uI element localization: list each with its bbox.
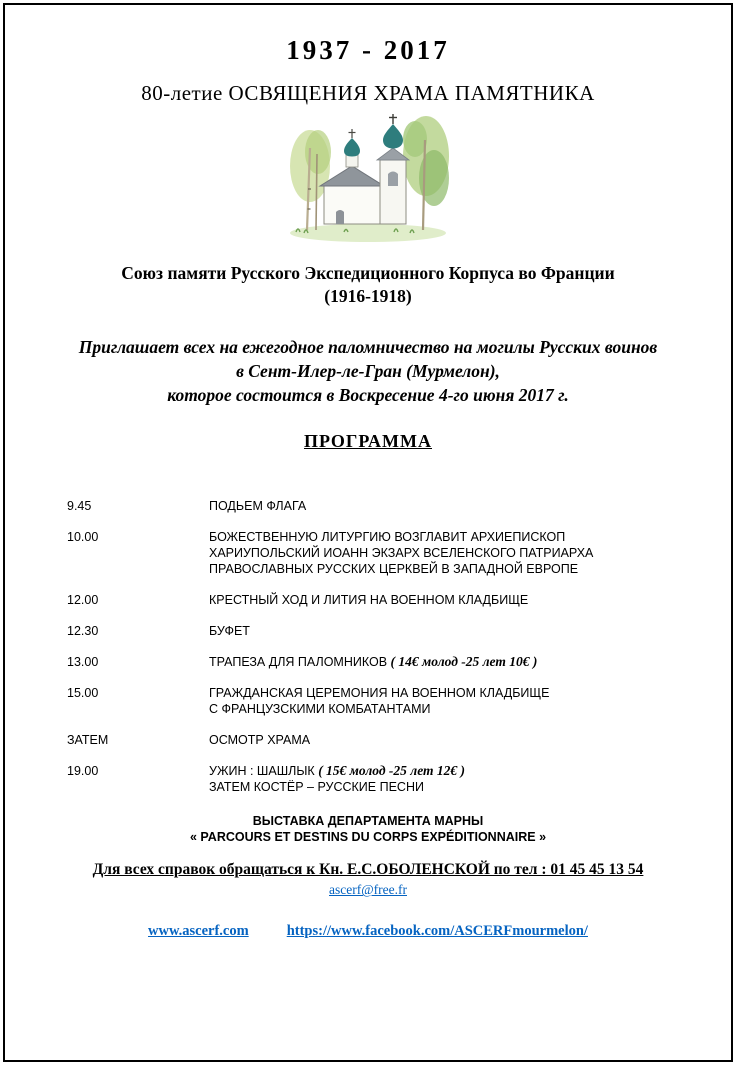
email-row [43,881,693,899]
exhibition-line: « PARCOURS ET DESTINS DU CORPS EXPÉDITIONNAIRE » [189,830,547,845]
facebook-link[interactable]: https://www.facebook.com/ASCERFmourmelon/ [286,923,588,940]
schedule-line: ХАРИУПОЛЬСКИЙ ИОАНН ЭКЗАРХ ВСЕЛЕНСКОГО ПАТРИАРХА [209,545,594,560]
schedule-time: 10.00 [67,529,99,544]
contact-info [43,861,693,879]
schedule-row [67,763,693,795]
church-watercolor-icon [284,112,452,246]
contact-text: Для всех справок обращаться к Кн. Е.С.ОБОЛЕНСКОЙ по тел : 01 45 45 13 54 [92,861,644,879]
schedule-line: ОСМОТР ХРАМА [209,732,311,747]
invitation-line: в Сент-Илер-ле-Гран (Мурмелон), [236,360,500,381]
schedule-price: ( 15€ молод -25 лет 12€ ) [318,762,466,778]
schedule-row [67,654,693,670]
schedule-desc [209,529,693,577]
schedule-text: УЖИН : ШАШЛЫК [209,763,319,778]
schedule-text: ТРАПЕЗА ДЛЯ ПАЛОМНИКОВ [209,654,391,669]
church-illustration [43,112,693,246]
schedule-line [209,763,693,779]
schedule-desc [209,592,693,608]
website-link[interactable]: www.ascerf.com [148,923,249,940]
schedule-time: 12.30 [67,623,99,638]
links-row [43,923,693,940]
schedule-line: ПОДЬЕМ ФЛАГА [209,498,307,513]
invitation-line: которое состоится в Воскресение 4-го июня 2017 г. [167,384,569,405]
schedule-line: ГРАЖДАНСКАЯ ЦЕРЕМОНИЯ НА ВОЕННОМ КЛАДБИЩЕ [209,685,550,700]
invitation-block [43,335,693,407]
schedule-row [67,498,693,514]
exhibition-block [43,813,693,846]
program-title: ПРОГРАММА [303,430,432,451]
schedule-desc [209,654,693,670]
schedule-desc [209,498,693,514]
organization-name: Союз памяти Русского Экспедиционного Корпуса во Франции [121,263,615,283]
schedule-line: ЗАТЕМ КОСТЁР – РУССКИЕ ПЕСНИ [209,779,424,794]
organization-years: (1916-1918) [324,285,412,306]
schedule-time: 13.00 [67,654,99,669]
anniversary-subtitle: 80-летие ОСВЯЩЕНИЯ ХРАМА ПАМЯТНИКА [141,81,595,105]
schedule-line: КРЕСТНЫЙ ХОД И ЛИТИЯ НА ВОЕННОМ КЛАДБИЩЕ [209,592,529,607]
schedule-line: ПРАВОСЛАВНЫХ РУССКИХ ЦЕРКВЕЙ В ЗАПАДНОЙ ЕВРОПЕ [209,561,579,576]
schedule-line [209,654,693,670]
schedule-row [67,732,693,748]
flyer-page [3,3,733,1062]
schedule-time: 15.00 [67,685,99,700]
organization-block [43,262,693,308]
schedule-price: ( 14€ молод -25 лет 10€ ) [390,653,538,669]
program-title-wrap [43,431,693,452]
years-title: 1937 - 2017 [286,35,450,65]
schedule-row [67,623,693,639]
schedule-desc [209,685,693,717]
email-link[interactable]: ascerf@free.fr [329,882,407,898]
schedule-row [67,685,693,717]
schedule-time: ЗАТЕМ [67,732,109,747]
schedule-line: БОЖЕСТВЕННУЮ ЛИТУРГИЮ ВОЗГЛАВИТ АРХИЕПИСКОП [209,529,566,544]
schedule-desc [209,732,693,748]
schedule-desc [209,763,693,795]
schedule-time: 19.00 [67,763,99,778]
schedule-time: 9.45 [67,498,92,513]
schedule-row [67,592,693,608]
invitation-line: Приглашает всех на ежегодное паломничество на могилы Русских воинов [78,336,658,357]
schedule-line: С ФРАНЦУЗСКИМИ КОМБАТАНТАМИ [209,701,431,716]
exhibition-line: ВЫСТАВКА ДЕПАРТАМЕНТА МАРНЫ [252,813,484,828]
schedule-desc [209,623,693,639]
schedule-row [67,529,693,577]
program-schedule [67,498,693,795]
schedule-time: 12.00 [67,592,99,607]
schedule-line: БУФЕТ [209,623,250,638]
